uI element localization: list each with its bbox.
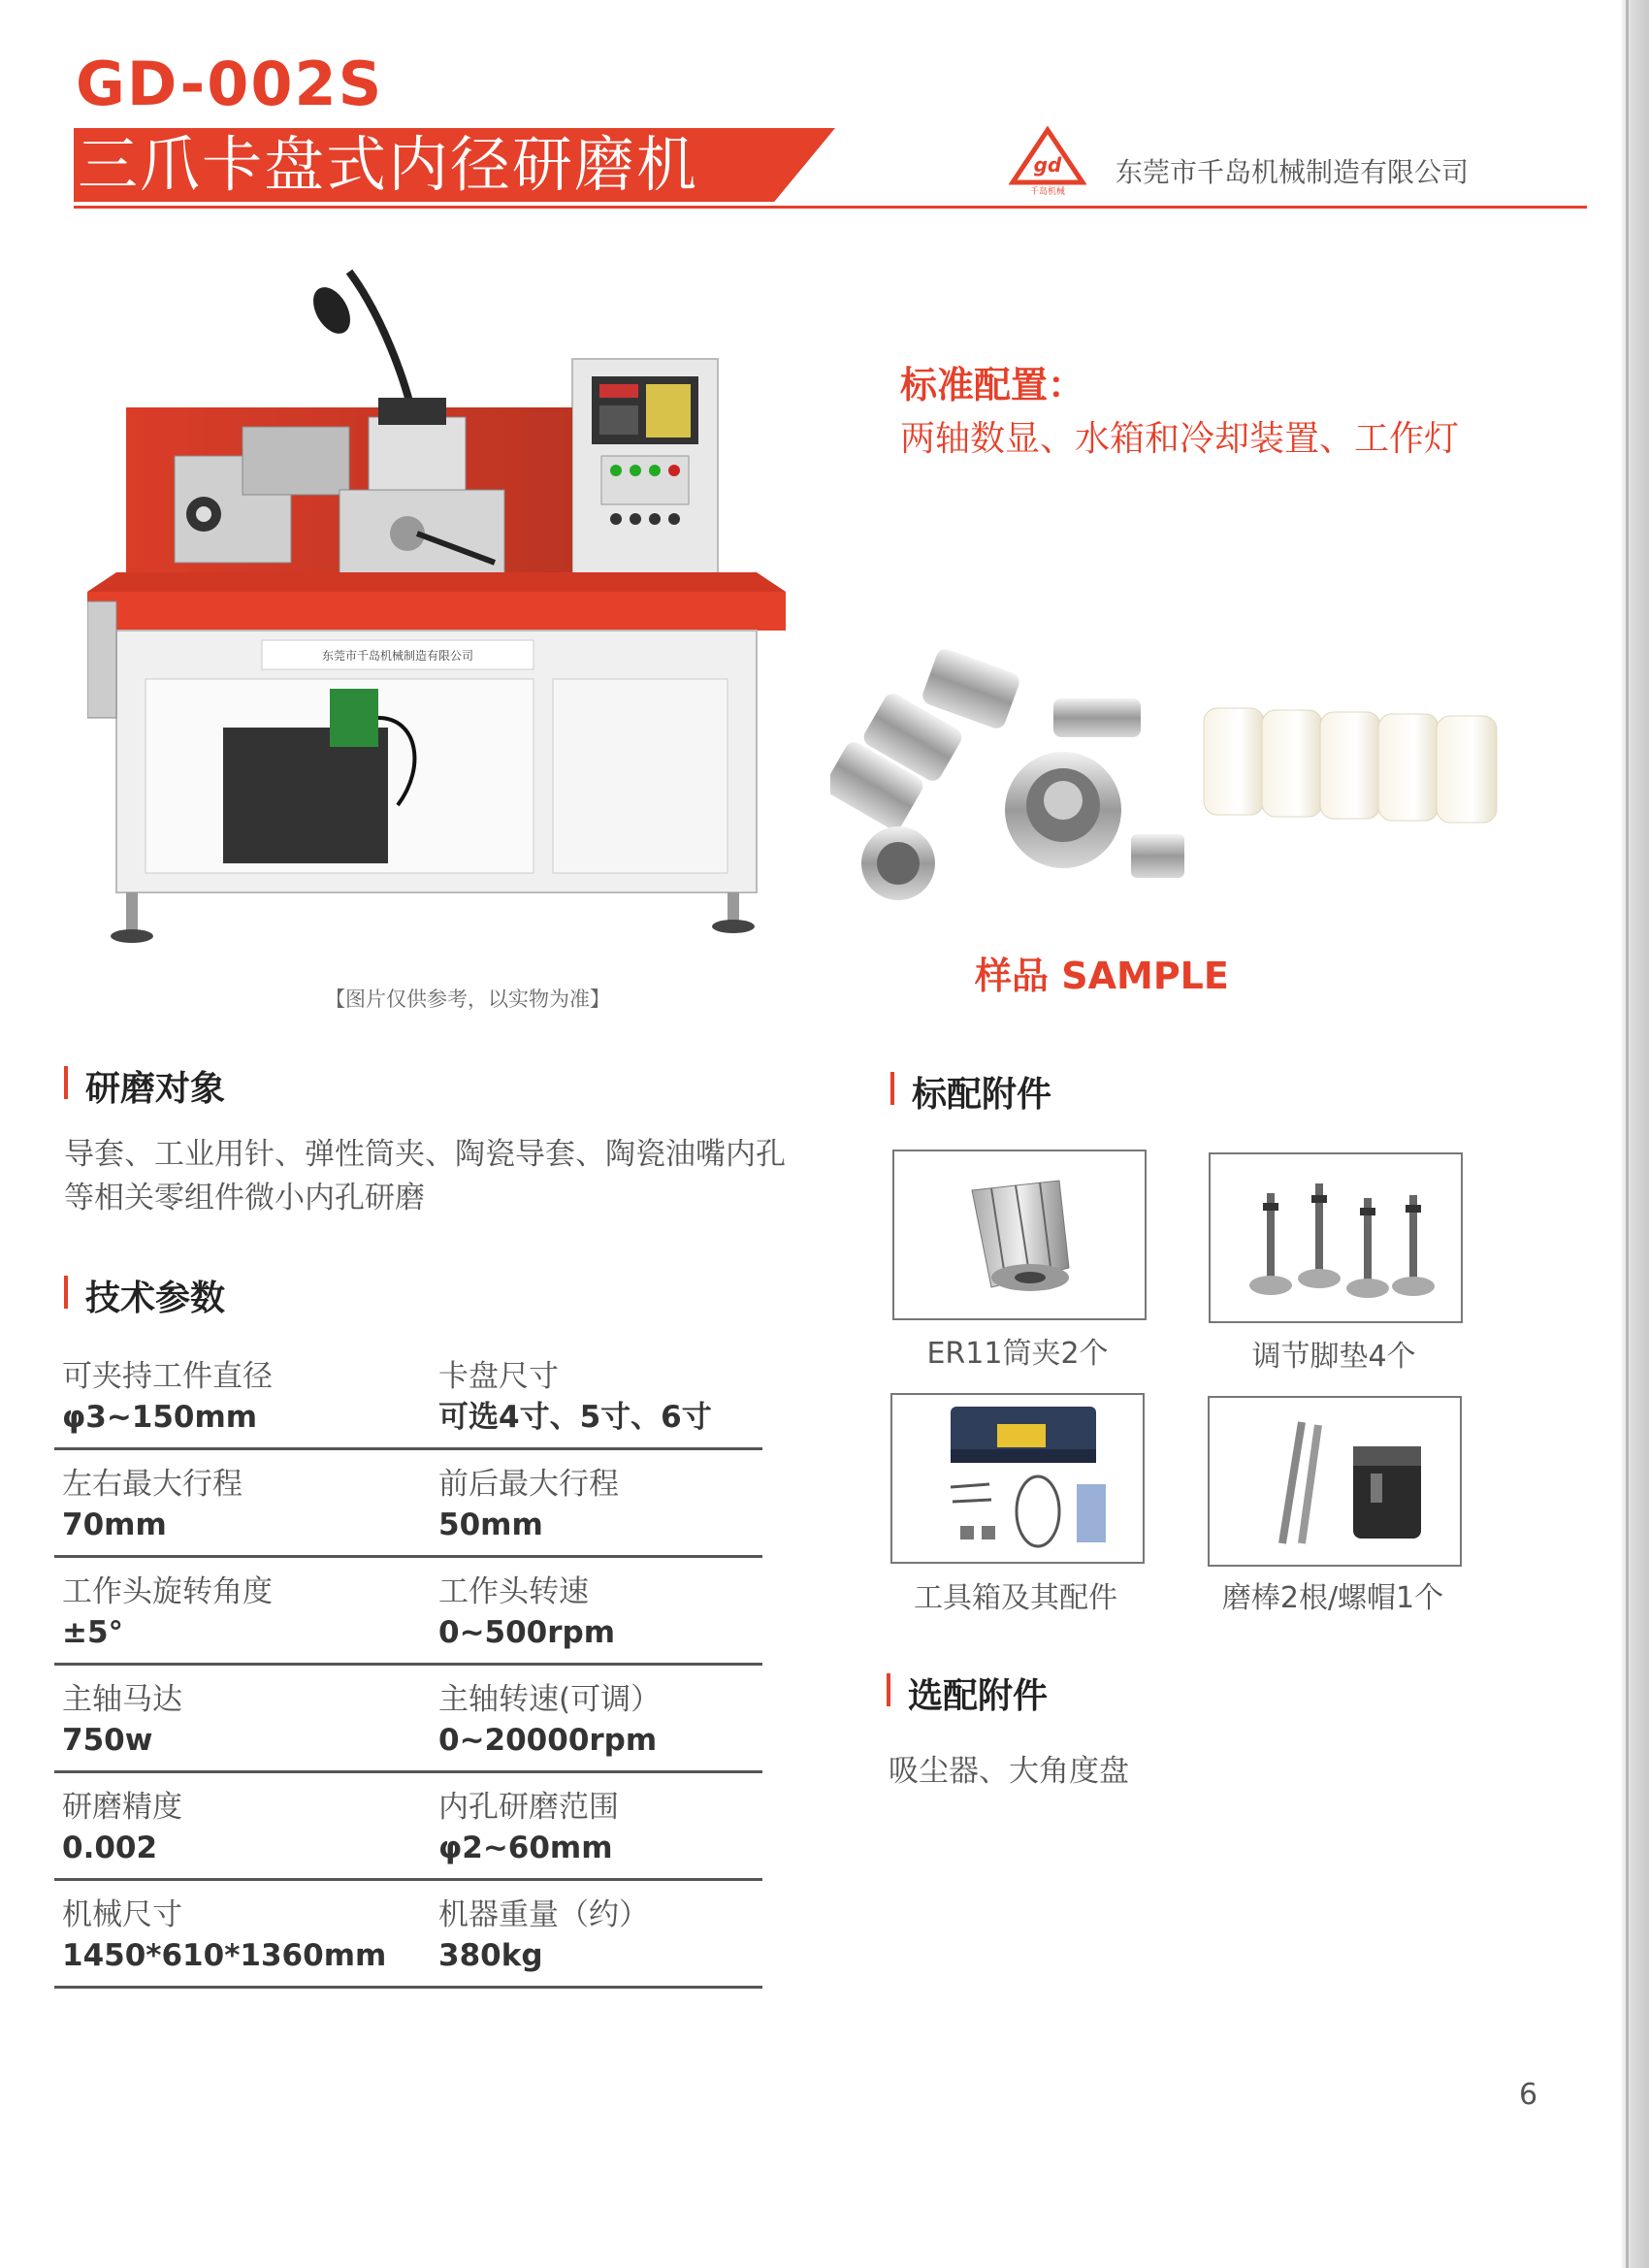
spec-value: φ3~150mm bbox=[62, 1400, 258, 1435]
grinding-rods-nut-icon bbox=[1208, 1396, 1462, 1567]
accessory-caption: 调节脚垫4个 bbox=[1251, 1340, 1416, 1374]
spec-label: 工作头转速 bbox=[438, 1574, 589, 1609]
spec-value: 0.002 bbox=[62, 1831, 158, 1865]
company-name: 东莞市千岛机械制造有限公司 bbox=[1116, 156, 1470, 188]
spec-label: 卡盘尺寸 bbox=[438, 1359, 559, 1394]
spec-row bbox=[54, 1779, 762, 1881]
spec-label: 可夹持工件直径 bbox=[62, 1359, 273, 1394]
spec-row bbox=[54, 1348, 762, 1450]
spec-table bbox=[54, 1348, 762, 1994]
machine-caption: 【图片仅供参考，以实物为准】 bbox=[325, 988, 610, 1011]
spec-value: ±5° bbox=[62, 1615, 124, 1650]
product-title: 三爪卡盘式内径研磨机 bbox=[78, 129, 699, 200]
tech-params-title: 技术参数 bbox=[64, 1271, 225, 1320]
spec-label: 主轴马达 bbox=[62, 1682, 182, 1717]
sample-label: 样品 SAMPLE bbox=[975, 955, 1229, 997]
grinding-machine-illustration bbox=[87, 262, 786, 989]
spec-label: 前后最大行程 bbox=[438, 1467, 619, 1502]
sample-parts-illustration bbox=[830, 640, 1509, 931]
spec-value: 380kg bbox=[438, 1938, 543, 1973]
opt-accessories-title: 选配附件 bbox=[887, 1669, 1048, 1718]
spec-label: 内孔研磨范围 bbox=[438, 1790, 619, 1825]
page-number: 6 bbox=[1519, 2078, 1538, 2112]
spec-row bbox=[54, 1671, 762, 1773]
spec-value: 0~500rpm bbox=[438, 1615, 616, 1650]
accessory-caption: ER11筒夹2个 bbox=[926, 1337, 1109, 1371]
page-edge bbox=[1622, 0, 1649, 2268]
toolbox-icon bbox=[890, 1393, 1145, 1564]
header-divider bbox=[74, 206, 1587, 209]
gd-triangle-logo-icon bbox=[1009, 126, 1086, 196]
leveling-feet-icon bbox=[1209, 1152, 1463, 1323]
accessory-caption: 工具箱及其配件 bbox=[914, 1581, 1117, 1615]
machine-plate-text: 东莞市千岛机械制造有限公司 bbox=[321, 649, 474, 663]
spec-value: 50mm bbox=[438, 1507, 543, 1542]
standard-config-title: 标准配置： bbox=[900, 364, 1085, 406]
grinding-object-line: 等相关零组件微小内孔研磨 bbox=[64, 1181, 425, 1215]
spec-value: 1450*610*1360mm bbox=[62, 1938, 387, 1973]
standard-config-body: 两轴数显、水箱和冷却装置、工作灯 bbox=[900, 419, 1460, 459]
spec-label: 主轴转速(可调） bbox=[438, 1682, 662, 1717]
spec-label: 研磨精度 bbox=[62, 1790, 182, 1825]
grinding-object-line: 导套、工业用针、弹性筒夹、陶瓷导套、陶瓷油嘴内孔 bbox=[64, 1137, 786, 1172]
grinding-object-body bbox=[64, 1133, 840, 1220]
spec-value: 可选4寸、5寸、6寸 bbox=[438, 1400, 712, 1435]
grinding-object-title: 研磨对象 bbox=[64, 1061, 225, 1111]
spec-row bbox=[54, 1564, 762, 1666]
opt-accessories-body: 吸尘器、大角度盘 bbox=[889, 1754, 1129, 1789]
spec-label: 工作头旋转角度 bbox=[62, 1574, 273, 1609]
collet-icon bbox=[892, 1150, 1147, 1320]
spec-value: 750w bbox=[62, 1723, 153, 1758]
spec-row bbox=[54, 1456, 762, 1558]
spec-value: 70mm bbox=[62, 1507, 167, 1542]
svg-text:gd: gd bbox=[1033, 153, 1062, 177]
model-number: GD-002S bbox=[76, 49, 384, 119]
spec-value: φ2~60mm bbox=[438, 1831, 613, 1865]
accessory-caption: 磨棒2根/螺帽1个 bbox=[1221, 1581, 1444, 1615]
spec-label: 机器重量（约） bbox=[438, 1897, 649, 1932]
spec-label: 左右最大行程 bbox=[62, 1467, 242, 1502]
spec-value: 0~20000rpm bbox=[438, 1723, 658, 1758]
std-accessories-title: 标配附件 bbox=[890, 1067, 1051, 1117]
spec-row bbox=[54, 1887, 762, 1989]
logo-text: 千岛机械 bbox=[1029, 187, 1066, 196]
spec-label: 机械尺寸 bbox=[62, 1897, 182, 1932]
